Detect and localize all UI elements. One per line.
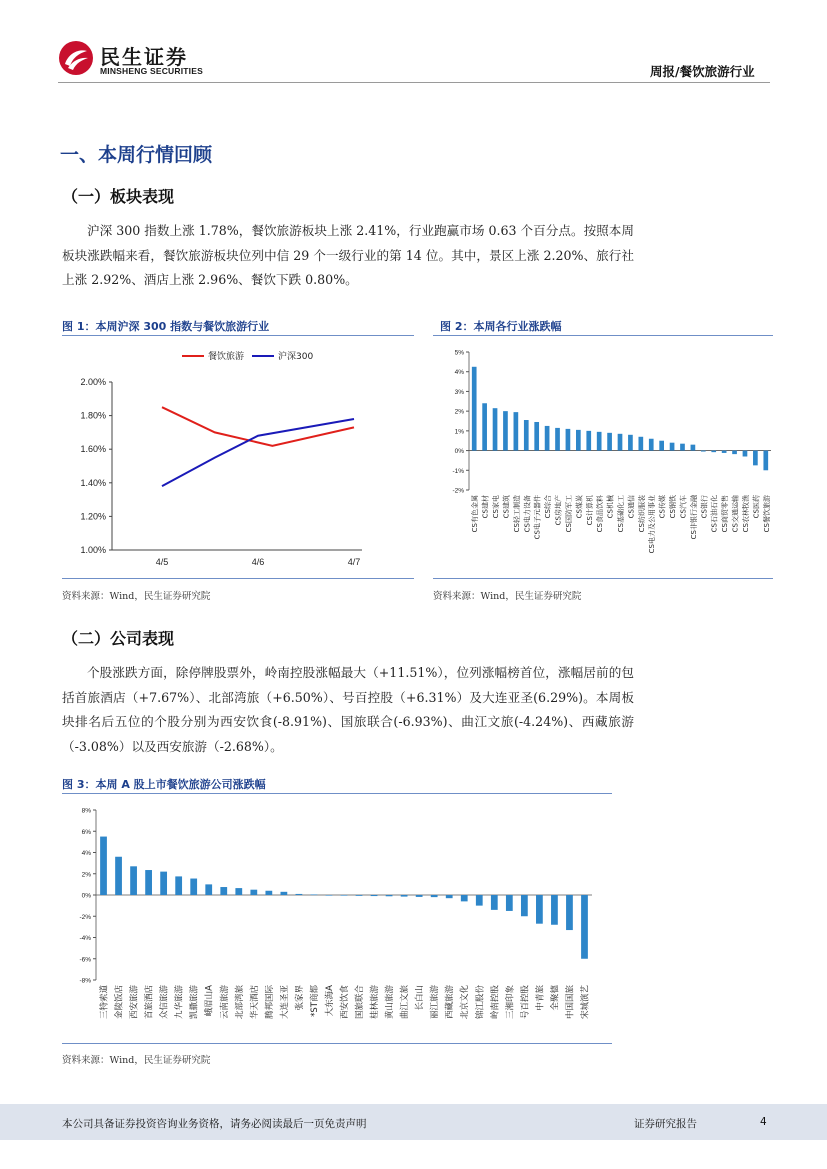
fig1-source: 资料来源：Wind，民生证券研究院 [62,591,211,602]
fig2-category-label: CS银行 [700,495,709,519]
fig3-bar [145,870,152,895]
fig3-y-tick-label: 4% [81,850,91,857]
fig2-source: 资料来源：Wind，民生证券研究院 [433,591,582,602]
fig2-bar [753,451,758,466]
fig2-title-rule [433,335,773,336]
fig3-category-label: 大连圣亚 [279,985,290,1020]
fig3-category-label: 腾邦国际 [264,985,275,1020]
fig2-bar [711,451,716,453]
fig3-category-label: 云南旅游 [219,985,230,1020]
fig1-x-tick-label: 4/6 [251,557,265,567]
fig1-title: 图 1：本周沪深 300 指数与餐饮旅游行业 [62,320,270,333]
fig1-line-chart [62,340,414,576]
fig1-y-tick-label: 1.60% [80,444,106,455]
fig2-bar [691,445,696,451]
fig1-y-tick-label: 1.20% [80,511,106,522]
fig1-title-rule [62,335,414,336]
fig3-category-label: 众信旅游 [159,985,170,1020]
fig3-bar [326,895,333,896]
fig1-series-line-1 [162,407,354,446]
fig2-bar [534,422,539,451]
fig3-bar [386,895,393,896]
fig3-y-tick-label: 8% [81,807,91,815]
fig2-category-label: CS电力及公用事业 [648,495,657,554]
fig1-bottom-rule [62,578,414,579]
fig2-y-tick-label: 5% [454,349,464,357]
fig2-category-label: CS纺织服装 [637,495,646,533]
fig2-y-tick-label: 1% [454,428,464,436]
fig2-bar-chart [433,340,773,576]
fig3-y-tick-label: 0% [81,892,91,900]
fig3-bar [521,895,528,916]
fig2-category-label: CS通信 [627,495,636,519]
fig3-category-label: 张家界 [294,985,305,1011]
fig2-y-tick-label: 3% [454,388,464,396]
fig3-bar [491,895,498,910]
sector-paragraph [62,219,634,293]
company-paragraph [62,661,634,759]
fig3-bar [265,891,272,895]
fig2-category-label: CS基础化工 [617,495,625,533]
fig3-bar [476,895,483,906]
fig1-y-tick-label: 1.80% [80,410,106,421]
fig2-bar [618,434,623,451]
fig3-category-label: 宋城演艺 [580,985,591,1020]
fig3-category-label: 峨眉山A [204,985,215,1017]
fig2-bar [732,451,737,455]
fig1-y-tick-label: 1.00% [80,545,106,555]
fig2-category-label: CS国防军工 [564,495,573,533]
fig2-category-label: CS建材 [481,495,490,519]
fig3-title: 图 3：本周 A 股上市餐饮旅游公司涨跌幅 [62,778,266,791]
fig3-category-label: 华天酒店 [249,985,260,1020]
fig2-category-label: CS医药 [752,495,761,519]
fig3-category-label: 长白山 [415,985,426,1011]
fig3-bar [190,879,197,895]
fig3-category-label: 九华旅游 [174,985,185,1020]
fig3-category-label: 北部湾旅 [234,985,245,1020]
fig2-bar [524,420,529,451]
fig3-y-tick-label: 6% [81,828,91,836]
fig2-bar [576,430,581,451]
fig2-category-label: CS非银行金融 [689,495,698,540]
fig2-bar [638,437,643,451]
fig3-bar [175,876,182,895]
fig2-bar [659,441,664,451]
fig3-bar [416,895,423,897]
fig2-category-label: CS交通运输 [731,495,740,533]
fig2-category-label: CS商贸零售 [721,495,730,533]
fig2-bar [670,443,675,451]
fig3-bar [536,895,543,924]
fig2-bar [628,435,633,451]
fig3-category-label: 三特索道 [99,985,110,1020]
fig1-legend-label: 餐饮旅游 [208,352,245,362]
fig3-category-label: 首旅酒店 [144,985,155,1020]
fig3-category-label: 号百控股 [520,985,531,1020]
fig1-y-tick-label: 1.40% [80,477,106,488]
fig2-bar [722,451,727,453]
fig3-y-tick-label: 2% [81,871,91,879]
fig3-bar [356,895,363,896]
fig3-category-label: 桂林旅游 [370,985,381,1020]
fig2-bar [566,429,571,451]
fig2-bar [482,403,487,450]
fig2-category-label: CS家电 [492,495,501,519]
fig2-bar [680,444,685,451]
fig3-y-tick-label: -6% [79,956,91,964]
fig3-category-label: 黄山旅游 [385,985,396,1020]
logo-english-name: MINSHENG SECURITIES [100,66,203,76]
fig3-category-label: 三湘印象 [505,985,516,1020]
minsheng-logo-icon [58,40,94,76]
fig3-bar [160,872,167,895]
fig3-category-label: 凯撒旅游 [189,985,200,1020]
fig2-category-label: CS餐饮旅游 [762,495,771,533]
fig3-bar [220,887,227,895]
sector-paragraph-text: 沪深 300 指数上涨 1.78%，餐饮旅游板块上涨 2.41%，行业跑赢市场 0.63 个百分点。按照本周板块涨跌幅来看，餐饮旅游板块位列中信 29 个一级行业的第 14 位。其中，景区上涨 2.20%、旅行社上涨 2.92%、酒店上涨 2.96%、餐饮下跌 0.80%。 [62,223,634,287]
fig3-y-tick-label: -2% [79,913,91,921]
fig2-category-label: CS房地产 [554,495,563,526]
fig2-y-tick-label: 2% [454,408,464,416]
fig3-category-label: 丽江旅游 [430,985,441,1020]
fig3-source: 资料来源：Wind，民生证券研究院 [62,1055,211,1066]
fig1-x-tick-label: 4/5 [155,557,169,567]
fig3-bar [130,866,137,895]
fig3-y-tick-label: -8% [79,977,91,985]
fig2-bar [503,411,508,450]
fig2-bar [586,431,591,451]
fig2-y-tick-label: -2% [452,487,464,495]
fig2-bar [555,428,560,451]
fig3-bar [401,895,408,897]
fig2-category-label: CS钢铁 [669,495,678,519]
fig3-category-label: 中青旅 [535,985,546,1011]
fig3-bar [506,895,513,911]
fig2-bar [514,412,519,450]
fig3-category-label: 岭南控股 [490,985,501,1020]
fig3-bar [371,895,378,896]
section-title: 一、本周行情回顾 [60,144,213,166]
fig3-bar [205,884,212,895]
subsection-title-sector: （一）板块表现 [62,187,175,206]
company-paragraph-text: 个股涨跌方面，除停牌股票外，岭南控股涨幅最大（+11.51%），位列涨幅榜首位，涨幅居前的包括首旅酒店（+7.67%）、北部湾旅（+6.50%）、号百控股（+6.31%）及大连亚圣(6.29%)。本周板块排名后五位的个股分别为西安饮食(-8.91%)、国旅联合(-6.93%)、曲江文旅(-4.24%)、西藏旅游（-3.08%）以及西安旅游（-2.68%）。 [62,665,634,754]
fig2-category-label: CS综合 [544,495,553,519]
fig3-bottom-rule [62,1043,612,1044]
fig3-bar-chart [62,798,612,1040]
fig2-category-label: CS农林牧渔 [741,495,750,533]
fig2-category-label: CS食品饮料 [596,495,605,533]
fig3-category-label: 西安旅游 [129,985,140,1020]
fig2-y-tick-label: 0% [454,448,464,456]
fig2-title: 图 2：本周各行业涨跌幅 [440,320,562,333]
fig3-bar [461,895,468,901]
header-divider [58,82,770,83]
fig3-category-label: 国旅联合 [355,985,366,1020]
fig2-bar [649,439,654,451]
fig3-bar [566,895,573,930]
fig2-bar [597,432,602,451]
fig3-category-label: 全聚德 [550,985,561,1011]
fig3-y-tick-label: -4% [79,935,91,942]
footer-disclaimer: 本公司具备证券投资咨询业务资格，请务必阅读最后一页免责声明 [62,1118,367,1130]
fig1-y-tick-label: 2.00% [80,377,106,387]
fig2-category-label: CS汽车 [679,495,688,519]
fig3-bar [250,890,257,895]
fig2-bar [472,367,477,451]
fig1-x-tick-label: 4/7 [347,557,361,567]
fig3-bar [431,895,438,897]
fig2-category-label: CS煤炭 [575,495,584,519]
fig2-category-label: CS石油石化 [710,495,719,533]
fig3-category-label: 中国国旅 [565,985,576,1020]
fig2-category-label: CS轻工制造 [512,495,521,533]
fig2-category-label: CS传媒 [658,495,667,519]
fig3-bar [341,895,348,896]
fig3-category-label: 大东海A [324,985,335,1017]
fig2-bar [763,451,768,471]
fig2-category-label: CS机械 [606,495,615,519]
fig3-bar [100,837,107,895]
fig2-category-label: CS电力设备 [523,495,532,533]
fig2-category-label: CS建筑 [502,495,511,519]
fig3-category-label: 西藏旅游 [445,985,456,1020]
fig3-bar [581,895,588,959]
fig3-bar [280,892,287,895]
fig2-bottom-rule [433,578,773,579]
fig3-bar [311,894,318,895]
fig2-y-tick-label: 4% [454,369,464,377]
fig1-series-line-2 [162,419,354,486]
fig3-bar [551,895,558,925]
fig3-category-label: 西安饮食 [340,985,350,1020]
fig2-bar [493,408,498,450]
fig2-bar [701,451,706,452]
fig3-category-label: 锦江股份 [475,985,486,1020]
fig2-category-label: CS电子元器件 [533,495,542,540]
subsection-title-company: （二）公司表现 [62,629,175,648]
fig3-category-label: 曲江文旅 [400,985,411,1020]
fig2-y-tick-label: -1% [452,467,464,475]
fig3-category-label: 金陵饭店 [114,985,125,1020]
logo-chinese-name: 民生证券 [100,45,188,69]
fig2-category-label: CS计算机 [585,495,594,526]
fig2-bar [743,451,748,457]
fig2-category-label: CS有色金属 [471,495,480,533]
fig3-category-label: *ST商都 [309,985,320,1017]
fig3-title-rule [62,793,612,794]
fig1-legend-label: 沪深300 [278,352,314,362]
report-type-label: 周报/餐饮旅游行业 [650,64,755,79]
fig3-bar [296,894,303,895]
page-number: 4 [760,1116,767,1128]
fig2-bar [545,426,550,451]
footer-report-label: 证券研究报告 [634,1118,697,1130]
fig3-category-label: 北京文化 [460,985,471,1020]
fig3-bar [115,857,122,895]
fig3-bar [446,895,453,898]
fig3-bar [235,888,242,895]
fig2-bar [607,433,612,451]
